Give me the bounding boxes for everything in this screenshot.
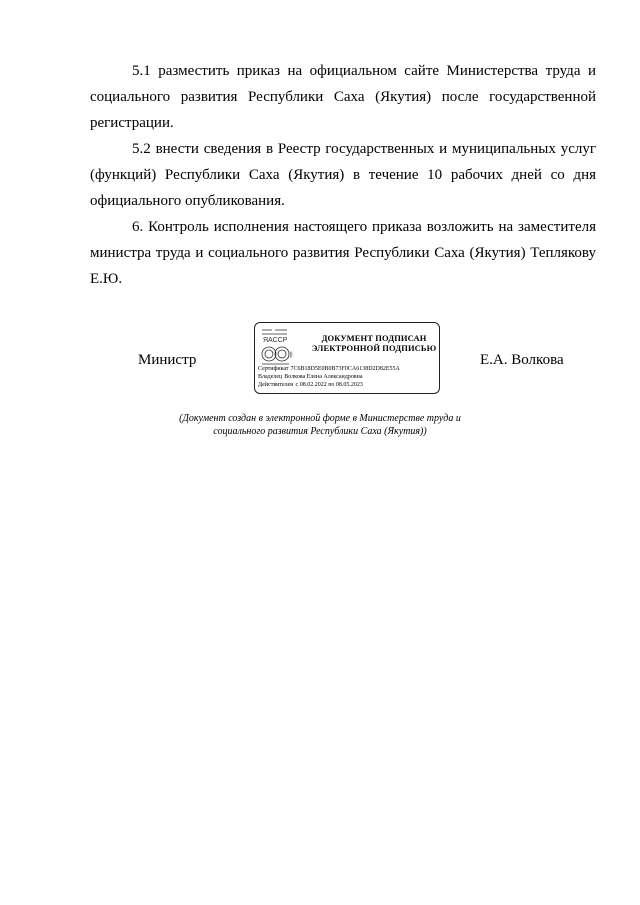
certificate-label: Сертификат bbox=[258, 366, 289, 372]
svg-text:ЯАССР: ЯАССР bbox=[263, 337, 288, 344]
document-body bbox=[90, 58, 596, 292]
paragraph-5-2: 5.2 внести сведения в Реестр государственных и муниципальных услуг (функций) Республики Саха (Якутия) в течение 10 рабочих дней со дня официального опубликования. bbox=[90, 141, 596, 209]
validity-label: Действителен bbox=[258, 382, 294, 388]
paragraph-6: 6. Контроль исполнения настоящего приказа возложить на заместителя министра труда и социального развития Республики Саха (Якутия) Теплякову Е.Ю. bbox=[90, 219, 596, 287]
svg-text:|||: ||| bbox=[288, 352, 293, 358]
stamp-heading-line-1: ДОКУМЕНТ ПОДПИСАН bbox=[321, 333, 427, 343]
stamp-owner-line bbox=[258, 373, 438, 381]
stamp-certificate-line bbox=[258, 365, 438, 373]
electronic-signature-stamp bbox=[254, 322, 440, 394]
signer-position: Министр bbox=[138, 352, 197, 368]
certificate-value: 7C6B18D5E0B0B73F0CA6138D2D82E55A bbox=[290, 366, 400, 372]
footer-note: (Документ создан в электронной форме в Министерстве труда и социального развития Республики Саха (Якутия)) bbox=[179, 413, 461, 437]
emblem-icon bbox=[259, 326, 305, 366]
signer-name: Е.А. Волкова bbox=[480, 352, 564, 368]
validity-value: с 08.02.2022 по 08.05.2023 bbox=[295, 382, 363, 388]
owner-label: Владелец bbox=[258, 374, 283, 380]
signature-block bbox=[0, 322, 640, 398]
stamp-heading-line-2: ЭЛЕКТРОННОЙ ПОДПИСЬЮ bbox=[311, 343, 437, 353]
owner-value: Волкова Елена Александровна bbox=[284, 374, 363, 380]
paragraph-5-1: 5.1 разместить приказ на официальном сайте Министерства труда и социального развития Республики Саха (Якутия) после государственной регистрации. bbox=[90, 63, 596, 131]
stamp-heading bbox=[311, 333, 437, 353]
stamp-validity-line bbox=[258, 381, 438, 389]
stamp-details bbox=[258, 365, 438, 389]
